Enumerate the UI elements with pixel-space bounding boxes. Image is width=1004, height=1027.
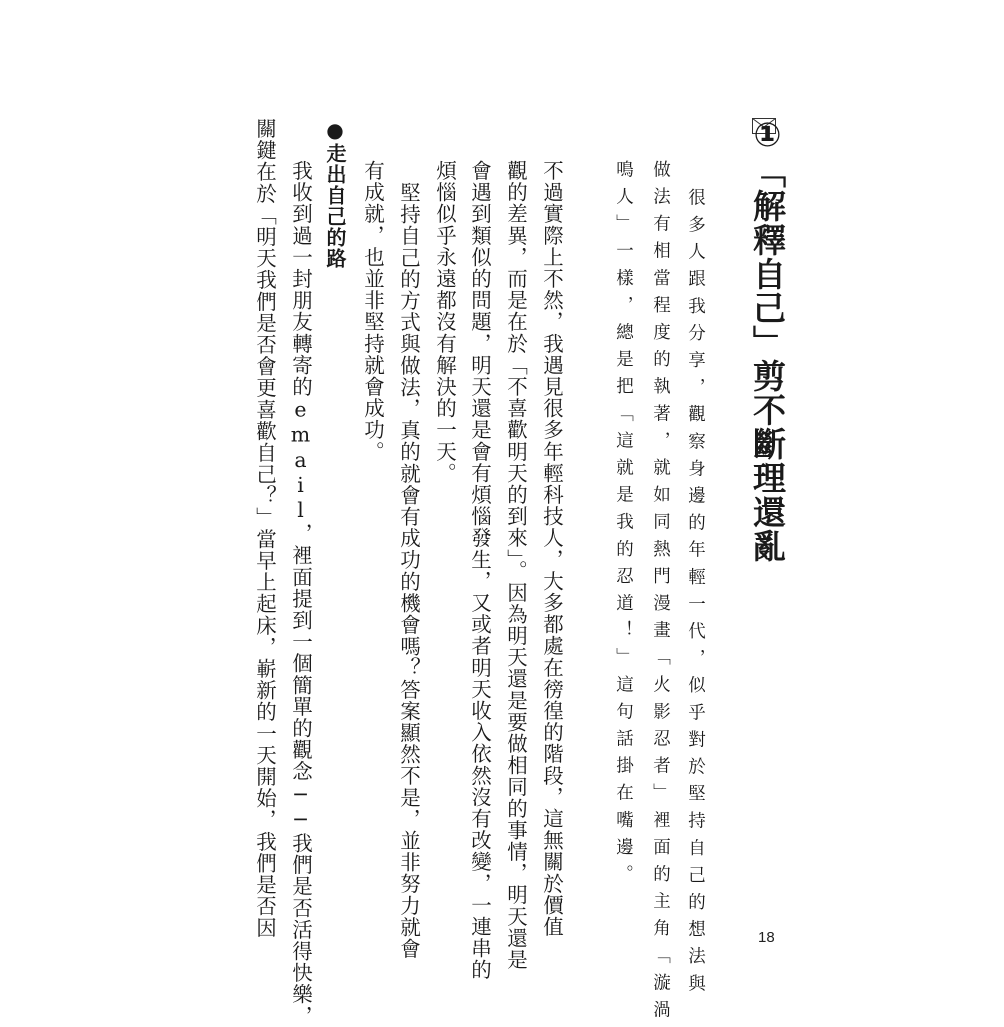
body-line: 有成就，也並非堅持就會成功。 (360, 160, 385, 463)
page-number: 18 (758, 929, 775, 946)
body-line: 堅持自己的方式與做法，真的就會有成功的機會嗎？答案顯然不是，並非努力就會 (396, 182, 421, 960)
body-line: 我收到過一封朋友轉寄的email，裡面提到一個簡單的觀念──我們是否活得快樂， (288, 160, 313, 1027)
section-heading: ●走出自己的路 (323, 118, 347, 269)
body-line: 不過實際上不然，我遇見很多年輕科技人，大多都處在徬徨的階段，這無關於價值 (539, 160, 564, 938)
body-line: 會遇到類似的問題，明天還是會有煩惱發生，又或者明天收入依然沒有改變，一連串的 (467, 160, 492, 981)
quote-line: 鳴人」一樣，總是把「這就是我的忍道！」這句話掛在嘴邊。 (613, 160, 634, 892)
body-line: 觀的差異，而是在於「不喜歡明天的到來」。因為明天還是要做相同的事情，明天還是 (503, 160, 528, 971)
body-line: 煩惱似乎永遠都沒有解決的一天。 (432, 160, 457, 484)
chapter-title: ①「解釋自己」剪不斷理還亂 (748, 115, 787, 563)
quote-line: 做法有相當程度的執著，就如同熱門漫畫「火影忍者」裡面的主角「漩渦 (650, 160, 671, 1027)
body-line: 關鍵在於「明天我們是否會更喜歡自己？」當早上起床，嶄新的一天開始，我們是否因 (252, 118, 277, 939)
quote-line: 很多人跟我分享，觀察身邊的年輕一代，似乎對於堅持自己的想法與 (685, 188, 706, 1001)
